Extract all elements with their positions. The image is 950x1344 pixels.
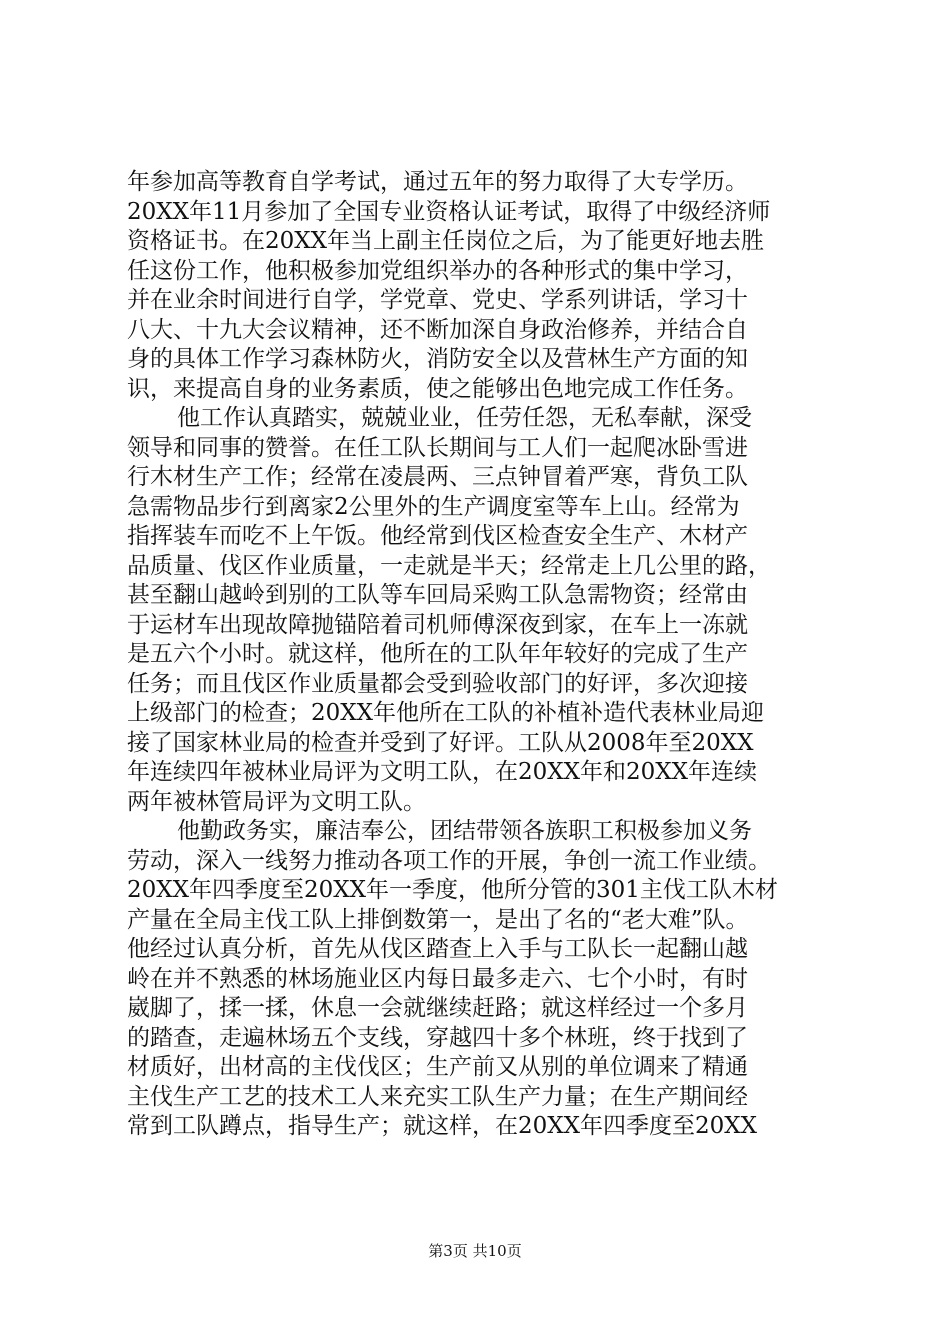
text-line: 领导和同事的赞誉。在任工队长期间与工人们一起爬冰卧雪进 <box>127 434 748 461</box>
text-line: 20XX年四季度至20XX年一季度，他所分管的301主伐工队木材 <box>127 877 778 903</box>
text-line: 主伐生产工艺的技术工人来充实工队生产力量；在生产期间经 <box>127 1083 748 1110</box>
text-line: 任这份工作，他积极参加党组织举办的各种形式的集中学习， <box>127 257 748 284</box>
text-line: 岭在并不熟悉的林场施业区内每日最多走六、七个小时，有时 <box>127 965 748 992</box>
text-line: 年连续四年被林业局评为文明工队，在20XX年和20XX年连续 <box>127 759 758 785</box>
text-line: 两年被林管局评为文明工队。 <box>127 788 426 815</box>
text-line: 劳动，深入一线努力推动各项工作的开展，争创一流工作业绩。 <box>127 847 771 874</box>
text-line: 他经过认真分析，首先从伐区踏查上入手与工队长一起翻山越 <box>127 936 748 962</box>
document-body <box>127 168 833 1142</box>
paragraph-start-line: 他工作认真踏实，兢兢业业，任劳任怨，无私奉献，深受 <box>177 405 752 431</box>
text-line: 的踏查，走遍林场五个支线，穿越四十多个林班，终于找到了 <box>127 1024 748 1051</box>
text-line: 年参加高等教育自学考试，通过五年的努力取得了大专学历。 <box>127 169 748 195</box>
text-line: 品质量、伐区作业质量，一走就是半天；经常走上几公里的路， <box>127 552 771 579</box>
text-line: 常到工队蹲点，指导生产；就这样，在20XX年四季度至20XX <box>127 1113 758 1139</box>
text-line: 身的具体工作学习森林防火，消防安全以及营林生产方面的知 <box>127 346 748 372</box>
text-line: 行木材生产工作；经常在凌晨两、三点钟冒着严寒，背负工队 <box>127 464 748 490</box>
text-line: 接了国家林业局的检查并受到了好评。工队从2008年至20XX <box>127 729 754 756</box>
paragraph-start-line: 他勤政务实，廉洁奉公，团结带领各族职工积极参加义务 <box>177 818 752 844</box>
text-line: 产量在全局主伐工队上排倒数第一，是出了名的“老大难”队。 <box>127 906 749 933</box>
text-line: 指挥装车而吃不上午饭。他经常到伐区检查安全生产、木材产 <box>127 523 748 549</box>
text-line: 识，来提高自身的业务素质，使之能够出色地完成工作任务。 <box>127 375 748 402</box>
text-line: 是五六个小时。就这样，他所在的工队年年较好的完成了生产 <box>127 641 748 667</box>
text-line: 并在业余时间进行自学，学党章、党史、学系列讲话，学习十 <box>127 287 748 313</box>
text-line: 崴脚了，揉一揉，休息一会就继续赶路；就这样经过一个多月 <box>127 995 748 1021</box>
text-line: 材质好，出材高的主伐伐区；生产前又从别的单位调来了精通 <box>127 1054 748 1080</box>
text-line: 急需物品步行到离家2公里外的生产调度室等车上山。经常为 <box>127 493 740 520</box>
text-line: 上级部门的检查；20XX年他所在工队的补植补造代表林业局迎 <box>127 700 765 726</box>
page-number-footer: 第3页 共10页 <box>428 1242 522 1260</box>
text-line: 任务；而且伐区作业质量都会受到验收部门的好评，多次迎接 <box>127 670 748 697</box>
text-line: 资格证书。在20XX年当上副主任岗位之后，为了能更好地去胜 <box>127 228 765 254</box>
text-line: 于运材车出现故障抛锚陪着司机师傅深夜到家，在车上一冻就 <box>127 611 748 638</box>
text-line: 八大、十九大会议精神，还不断加深自身政治修养，并结合自 <box>127 316 748 343</box>
text-line: 20XX年11月参加了全国专业资格认证考试，取得了中级经济师 <box>127 198 771 225</box>
text-line: 甚至翻山越岭到别的工队等车回局采购工队急需物资；经常由 <box>127 582 748 608</box>
